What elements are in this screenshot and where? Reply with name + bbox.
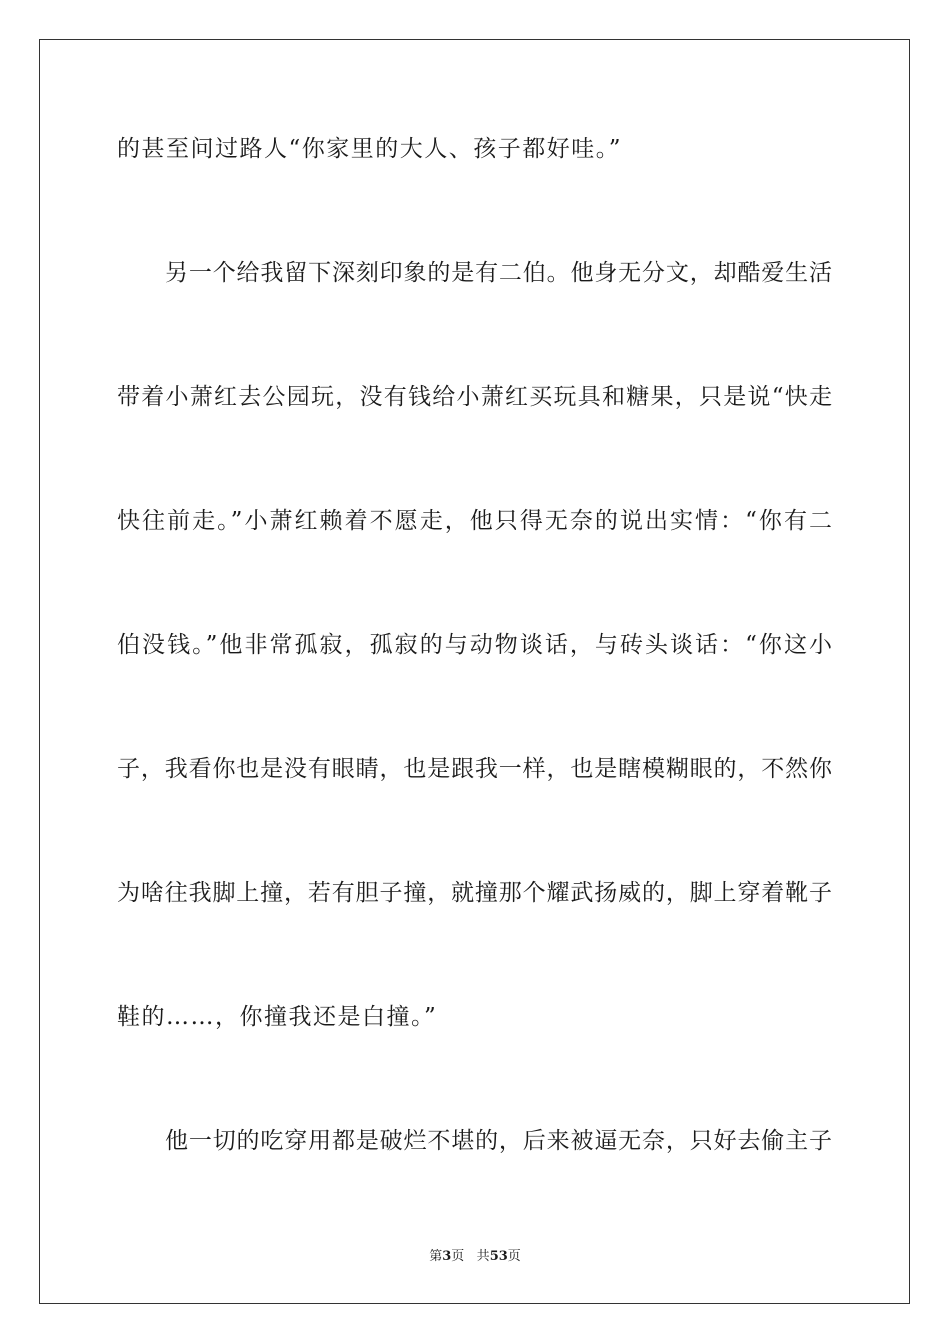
- total-pages: 53: [489, 1249, 508, 1264]
- page-suffix: 页: [451, 1249, 465, 1264]
- total-suffix: 页: [507, 1249, 521, 1264]
- total-prefix: 共: [476, 1249, 490, 1264]
- text-line-8: 鞋的……，你撞我还是白撞。”: [117, 1004, 438, 1030]
- page-footer: [0, 1249, 950, 1265]
- text-line-1: 的甚至问过路人“你家里的大人、孩子都好哇。”: [117, 136, 623, 162]
- text-line-6: 子，我看你也是没有眼睛，也是跟我一样，也是瞎模糊眼的，不然你: [117, 756, 832, 782]
- paragraph-start-line-2: 另一个给我留下深刻印象的是有二伯。他身无分文，却酷爱生活: [165, 260, 832, 286]
- text-line-7: 为啥往我脚上撞，若有胆子撞，就撞那个耀武扬威的，脚上穿着靴子: [117, 880, 832, 906]
- text-line-3: 带着小萧红去公园玩，没有钱给小萧红买玩具和糖果，只是说“快走: [117, 384, 832, 410]
- paragraph-start-line-9: 他一切的吃穿用都是破烂不堪的，后来被逼无奈，只好去偷主子: [165, 1128, 832, 1154]
- text-line-4: 快往前走。”小萧红赖着不愿走，他只得无奈的说出实情：“你有二: [117, 508, 832, 534]
- text-line-5: 伯没钱。”他非常孤寂，孤寂的与动物谈话，与砖头谈话：“你这小: [117, 632, 832, 658]
- page-border: [39, 39, 910, 1304]
- page-number: 3: [442, 1249, 452, 1264]
- page-prefix: 第: [429, 1249, 443, 1264]
